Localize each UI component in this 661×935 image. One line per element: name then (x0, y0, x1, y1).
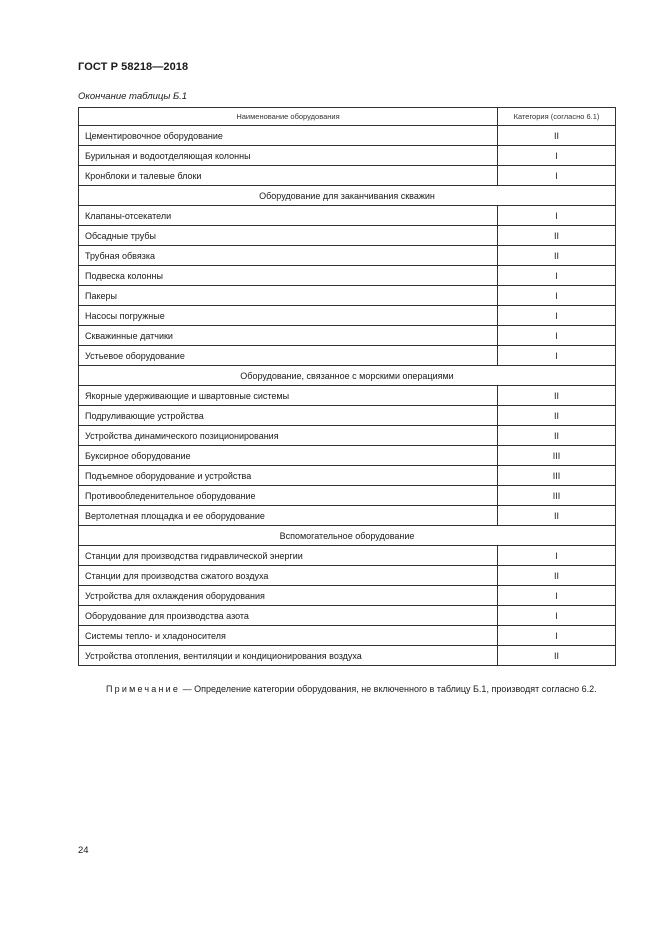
table-header-row (79, 108, 616, 126)
equipment-name: Скважинные датчики (79, 326, 498, 346)
equipment-name: Подъемное оборудование и устройства (79, 466, 498, 486)
equipment-category: II (498, 226, 616, 246)
equipment-name: Бурильная и водоотделяющая колонны (79, 146, 498, 166)
note-text: — Определение категории оборудования, не включенного в таблицу Б.1, производят согласно 6.2. (180, 684, 597, 694)
equipment-category: III (498, 466, 616, 486)
section-title: Вспомогательное оборудование (79, 526, 616, 546)
table-caption: Окончание таблицы Б.1 (78, 91, 188, 102)
equipment-category: I (498, 206, 616, 226)
equipment-name: Буксирное оборудование (79, 446, 498, 466)
table-note (78, 683, 615, 696)
equipment-name: Якорные удерживающие и швартовные системы (79, 386, 498, 406)
equipment-name: Противообледенительное оборудование (79, 486, 498, 506)
equipment-name: Подруливающие устройства (79, 406, 498, 426)
equipment-name: Клапаны-отсекатели (79, 206, 498, 226)
table-row (79, 606, 616, 626)
equipment-category: I (498, 626, 616, 646)
equipment-name: Вертолетная площадка и ее оборудование (79, 506, 498, 526)
table-row (79, 126, 616, 146)
table-row (79, 646, 616, 666)
document-header: ГОСТ Р 58218—2018 (78, 61, 189, 73)
equipment-category: I (498, 606, 616, 626)
equipment-name: Устройства отопления, вентиляции и кондиционирования воздуха (79, 646, 498, 666)
equipment-category: I (498, 546, 616, 566)
table-row (79, 506, 616, 526)
equipment-category: I (498, 266, 616, 286)
equipment-name: Системы тепло- и хладоносителя (79, 626, 498, 646)
table-row (79, 346, 616, 366)
table-row (79, 326, 616, 346)
equipment-name: Пакеры (79, 286, 498, 306)
equipment-name: Подвеска колонны (79, 266, 498, 286)
table-row (79, 246, 616, 266)
equipment-name: Станции для производства гидравлической энергии (79, 546, 498, 566)
equipment-name: Устьевое оборудование (79, 346, 498, 366)
equipment-category: II (498, 406, 616, 426)
table-section-row (79, 366, 616, 386)
table-row (79, 206, 616, 226)
equipment-category: I (498, 306, 616, 326)
equipment-category: I (498, 146, 616, 166)
table-row (79, 446, 616, 466)
equipment-category: II (498, 386, 616, 406)
section-title: Оборудование, связанное с морскими операциями (79, 366, 616, 386)
equipment-category: II (498, 506, 616, 526)
table-row (79, 306, 616, 326)
equipment-category: II (498, 126, 616, 146)
note-label: Примечание (106, 684, 181, 694)
equipment-category: II (498, 646, 616, 666)
equipment-name: Кронблоки и талевые блоки (79, 166, 498, 186)
equipment-name: Станции для производства сжатого воздуха (79, 566, 498, 586)
table-row (79, 386, 616, 406)
equipment-category: III (498, 486, 616, 506)
equipment-category: III (498, 446, 616, 466)
table-row (79, 466, 616, 486)
table-row (79, 226, 616, 246)
equipment-category: I (498, 326, 616, 346)
table-row (79, 566, 616, 586)
equipment-name: Устройства для охлаждения оборудования (79, 586, 498, 606)
table-row (79, 266, 616, 286)
table-row (79, 486, 616, 506)
equipment-category: II (498, 566, 616, 586)
equipment-name: Насосы погружные (79, 306, 498, 326)
equipment-name: Трубная обвязка (79, 246, 498, 266)
equipment-category: I (498, 586, 616, 606)
page-number: 24 (78, 845, 89, 856)
equipment-name: Обсадные трубы (79, 226, 498, 246)
table-body (79, 126, 616, 666)
equipment-name: Оборудование для производства азота (79, 606, 498, 626)
equipment-category: I (498, 166, 616, 186)
equipment-category: I (498, 346, 616, 366)
equipment-table (78, 107, 616, 666)
equipment-category: I (498, 286, 616, 306)
table-section-row (79, 186, 616, 206)
table-row (79, 586, 616, 606)
table-row (79, 146, 616, 166)
table-row (79, 626, 616, 646)
table-section-row (79, 526, 616, 546)
equipment-category: II (498, 426, 616, 446)
table-row (79, 406, 616, 426)
table-row (79, 426, 616, 446)
section-title: Оборудование для заканчивания скважин (79, 186, 616, 206)
column-header-name: Наименование оборудования (79, 108, 498, 126)
table-row (79, 286, 616, 306)
column-header-category: Категория (согласно 6.1) (498, 108, 616, 126)
equipment-name: Цементировочное оборудование (79, 126, 498, 146)
table-row (79, 546, 616, 566)
equipment-category: II (498, 246, 616, 266)
equipment-name: Устройства динамического позиционирования (79, 426, 498, 446)
table-row (79, 166, 616, 186)
